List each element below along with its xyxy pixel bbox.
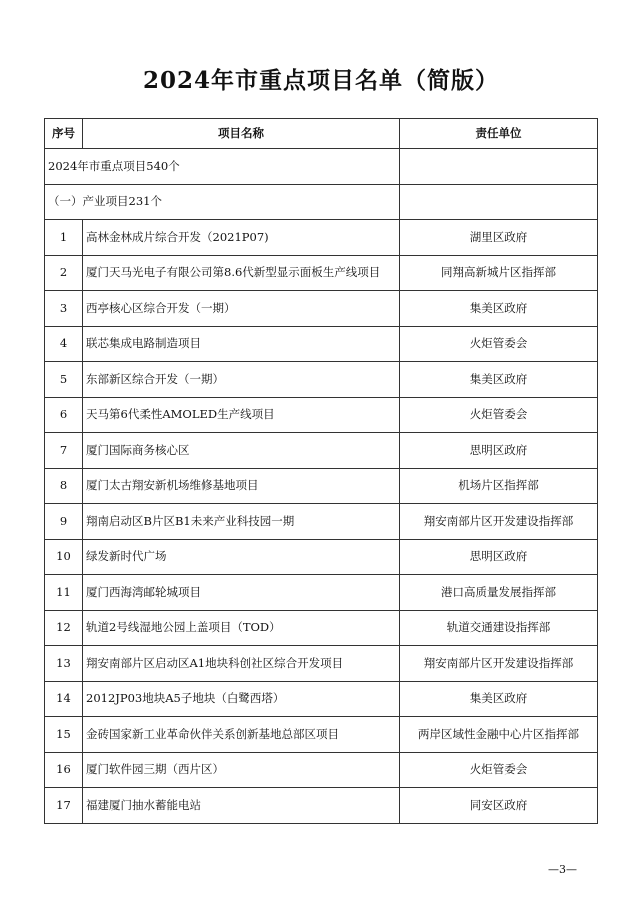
table-row bbox=[45, 255, 598, 291]
table-row bbox=[45, 220, 598, 256]
responsible-unit-cell: 火炬管委会 bbox=[400, 752, 598, 788]
responsible-unit-cell: 火炬管委会 bbox=[400, 397, 598, 433]
table-row bbox=[45, 717, 598, 753]
responsible-unit-cell: 火炬管委会 bbox=[400, 326, 598, 362]
project-no-cell: 1 bbox=[45, 220, 83, 256]
table-row bbox=[45, 468, 598, 504]
table-row bbox=[45, 681, 598, 717]
summary-empty-cell bbox=[400, 149, 598, 185]
project-no-cell: 14 bbox=[45, 681, 83, 717]
table-row bbox=[45, 575, 598, 611]
project-name-cell: 绿发新时代广场 bbox=[83, 539, 400, 575]
table-row bbox=[45, 291, 598, 327]
project-name-cell: 联芯集成电路制造项目 bbox=[83, 326, 400, 362]
document-title: 2024年市重点项目名单（简版） bbox=[142, 67, 499, 94]
project-no-cell: 10 bbox=[45, 539, 83, 575]
table-header-row bbox=[45, 119, 598, 149]
table-row bbox=[45, 362, 598, 398]
project-no-cell: 2 bbox=[45, 255, 83, 291]
project-name-cell: 厦门国际商务核心区 bbox=[83, 433, 400, 469]
table-row bbox=[45, 788, 598, 824]
table-row bbox=[45, 752, 598, 788]
project-no-cell: 5 bbox=[45, 362, 83, 398]
summary-row bbox=[45, 149, 598, 185]
project-no-cell: 17 bbox=[45, 788, 83, 824]
responsible-unit-cell: 翔安南部片区开发建设指挥部 bbox=[400, 646, 598, 682]
project-name-cell: 轨道2号线湿地公园上盖项目（TOD） bbox=[83, 610, 400, 646]
table-row bbox=[45, 646, 598, 682]
summary-cell: 2024年市重点项目540个 bbox=[45, 149, 400, 185]
project-name-cell: 厦门天马光电子有限公司第8.6代新型显示面板生产线项目 bbox=[83, 255, 400, 291]
responsible-unit-cell: 机场片区指挥部 bbox=[400, 468, 598, 504]
project-no-cell: 6 bbox=[45, 397, 83, 433]
project-no-cell: 13 bbox=[45, 646, 83, 682]
table-row bbox=[45, 610, 598, 646]
responsible-unit-cell: 轨道交通建设指挥部 bbox=[400, 610, 598, 646]
project-no-cell: 12 bbox=[45, 610, 83, 646]
responsible-unit-cell: 思明区政府 bbox=[400, 433, 598, 469]
project-name-cell: 天马第6代柔性AMOLED生产线项目 bbox=[83, 397, 400, 433]
table-row bbox=[45, 504, 598, 540]
project-no-cell: 11 bbox=[45, 575, 83, 611]
project-no-cell: 9 bbox=[45, 504, 83, 540]
responsible-unit-cell: 两岸区域性金融中心片区指挥部 bbox=[400, 717, 598, 753]
project-no-cell: 7 bbox=[45, 433, 83, 469]
table-row bbox=[45, 539, 598, 575]
project-no-cell: 16 bbox=[45, 752, 83, 788]
project-name-cell: 翔南启动区B片区B1未来产业科技园一期 bbox=[83, 504, 400, 540]
project-name-cell: 福建厦门抽水蓄能电站 bbox=[83, 788, 400, 824]
responsible-unit-cell: 集美区政府 bbox=[400, 681, 598, 717]
responsible-unit-cell: 集美区政府 bbox=[400, 291, 598, 327]
page-number: —3— bbox=[548, 863, 577, 876]
header-responsible-unit: 责任单位 bbox=[400, 119, 598, 149]
table-row bbox=[45, 433, 598, 469]
project-name-cell: 西亭核心区综合开发（一期） bbox=[83, 291, 400, 327]
project-name-cell: 2012JP03地块A5子地块（白鹭西塔） bbox=[83, 681, 400, 717]
project-no-cell: 15 bbox=[45, 717, 83, 753]
project-name-cell: 东部新区综合开发（一期） bbox=[83, 362, 400, 398]
table-row bbox=[45, 326, 598, 362]
responsible-unit-cell: 同翔高新城片区指挥部 bbox=[400, 255, 598, 291]
responsible-unit-cell: 翔安南部片区开发建设指挥部 bbox=[400, 504, 598, 540]
section-cell: （一）产业项目231个 bbox=[45, 184, 400, 220]
section-row bbox=[45, 184, 598, 220]
table-row bbox=[45, 397, 598, 433]
project-table bbox=[44, 118, 598, 824]
responsible-unit-cell: 思明区政府 bbox=[400, 539, 598, 575]
section-empty-cell bbox=[400, 184, 598, 220]
project-name-cell: 厦门西海湾邮轮城项目 bbox=[83, 575, 400, 611]
project-name-cell: 翔安南部片区启动区A1地块科创社区综合开发项目 bbox=[83, 646, 400, 682]
responsible-unit-cell: 港口高质量发展指挥部 bbox=[400, 575, 598, 611]
responsible-unit-cell: 同安区政府 bbox=[400, 788, 598, 824]
project-name-cell: 金砖国家新工业革命伙伴关系创新基地总部区项目 bbox=[83, 717, 400, 753]
project-no-cell: 3 bbox=[45, 291, 83, 327]
project-no-cell: 8 bbox=[45, 468, 83, 504]
header-no: 序号 bbox=[45, 119, 83, 149]
responsible-unit-cell: 湖里区政府 bbox=[400, 220, 598, 256]
responsible-unit-cell: 集美区政府 bbox=[400, 362, 598, 398]
project-name-cell: 厦门太古翔安新机场维修基地项目 bbox=[83, 468, 400, 504]
project-name-cell: 厦门软件园三期（西片区） bbox=[83, 752, 400, 788]
header-project-name: 项目名称 bbox=[83, 119, 400, 149]
project-name-cell: 高林金林成片综合开发（2021P07) bbox=[83, 220, 400, 256]
project-no-cell: 4 bbox=[45, 326, 83, 362]
